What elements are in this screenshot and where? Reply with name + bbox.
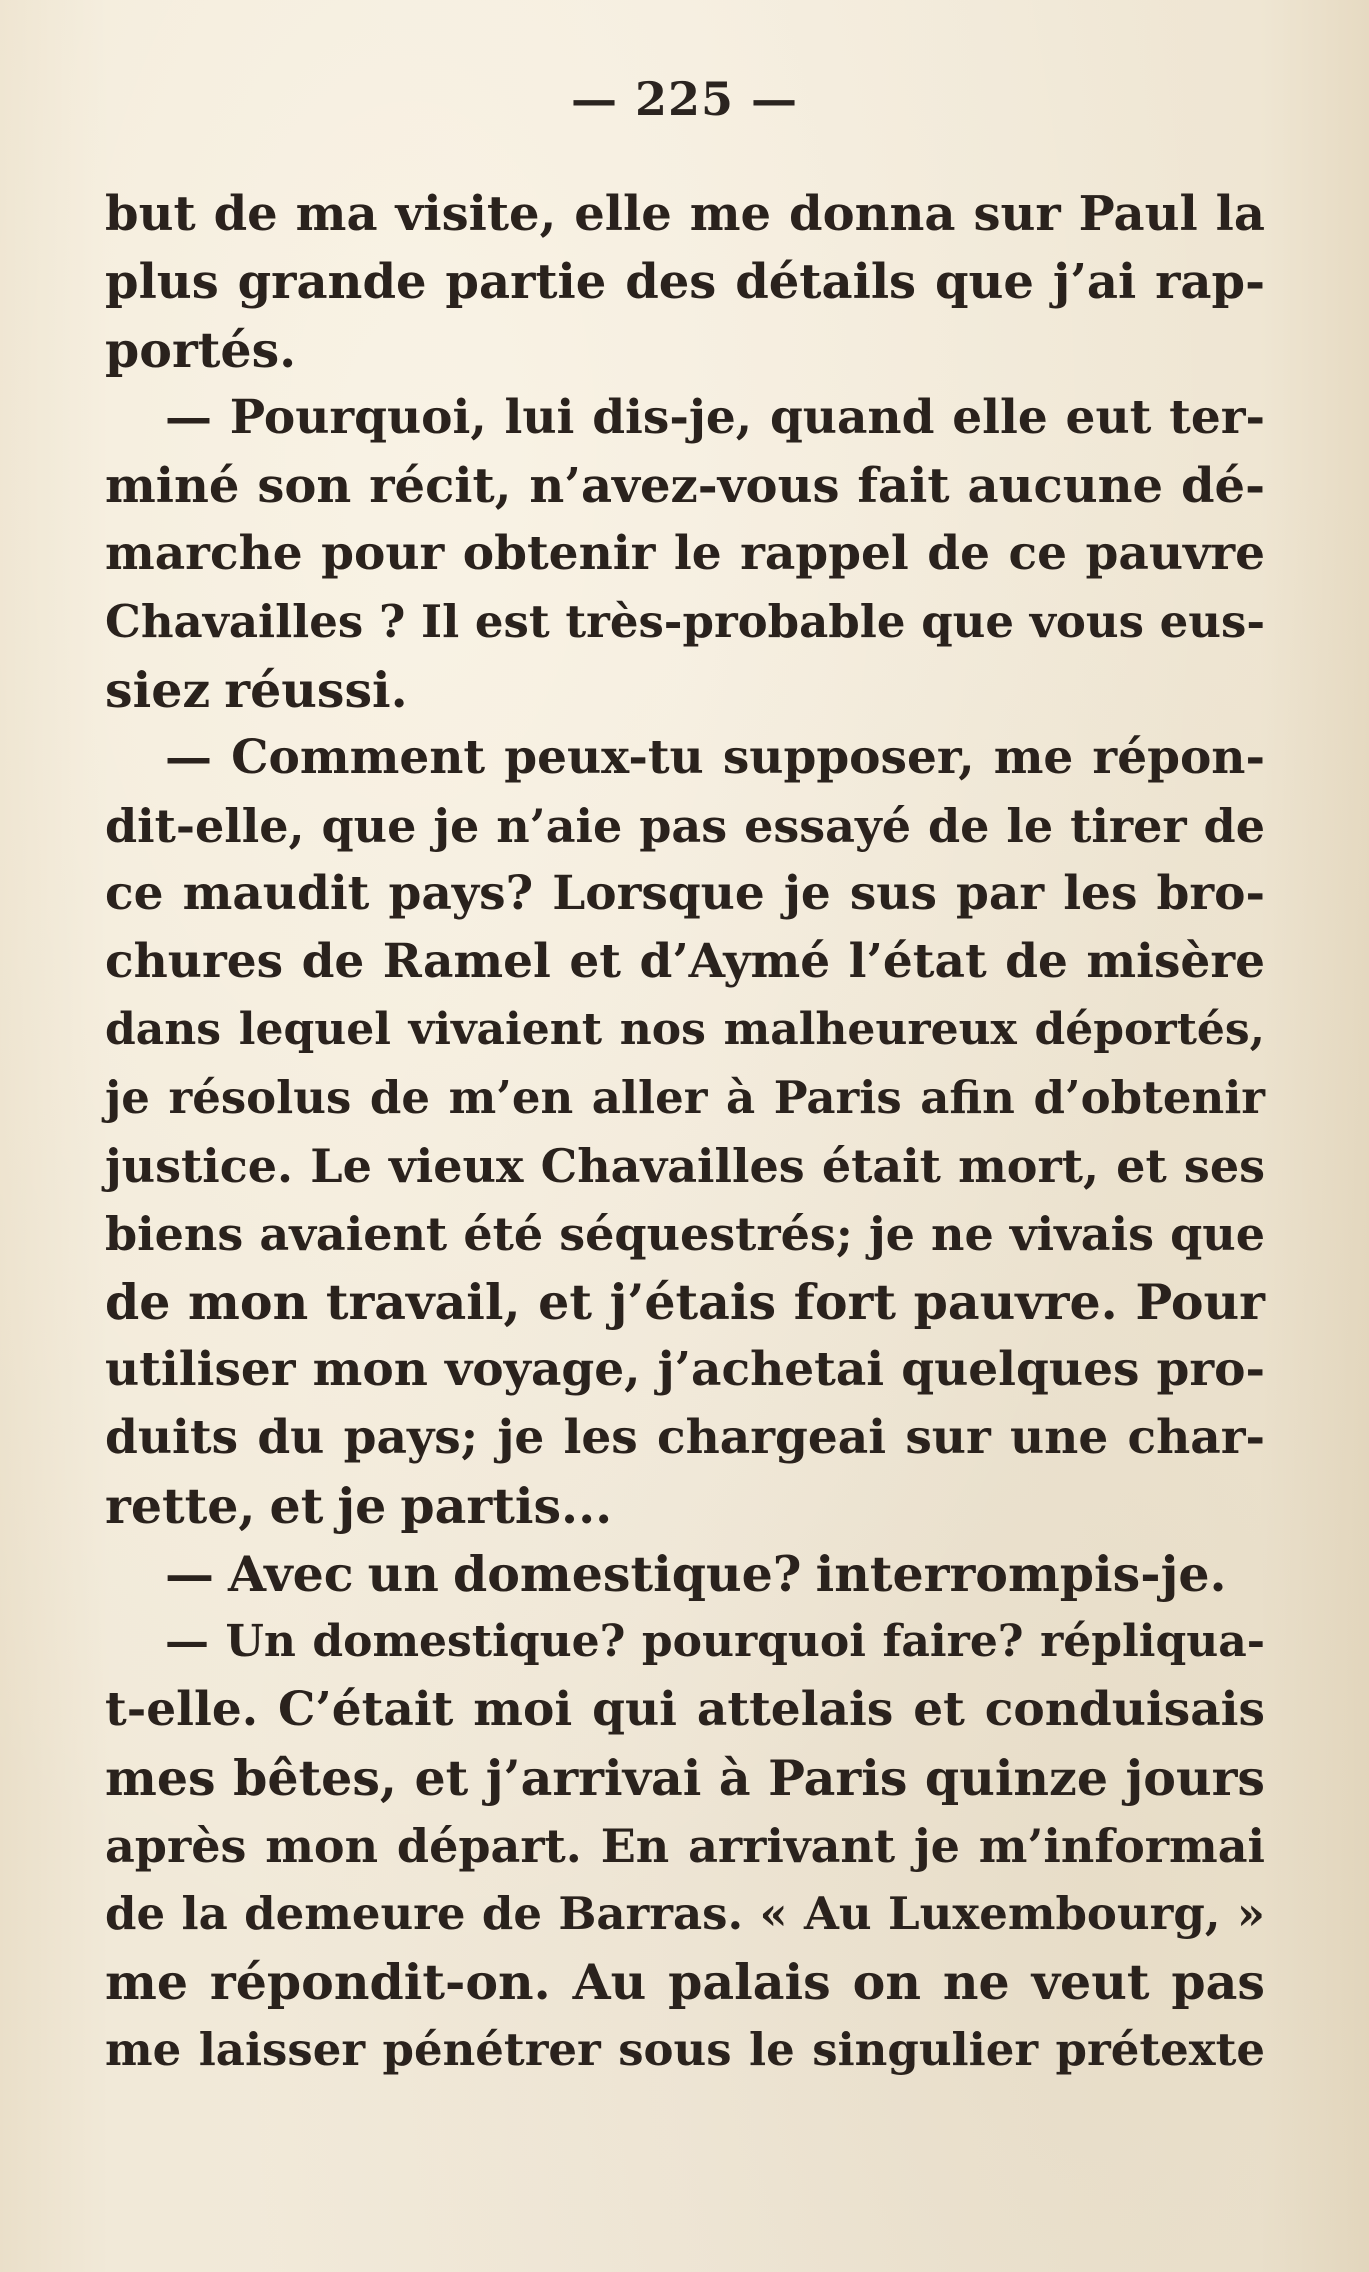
text-line: dans lequel vivaient nos malheureux déportés, <box>105 1004 1265 1055</box>
text-line: portés. <box>105 321 297 379</box>
text-line: marche pour obtenir le rappel de ce pauvre <box>105 526 1265 581</box>
text-line: de mon travail, et j’étais fort pauvre. Pour <box>105 1273 1265 1331</box>
text-line: je résolus de m’en aller à Paris afin d’obtenir <box>105 1071 1265 1124</box>
text-line: me répondit-on. Au palais on ne veut pas <box>105 1953 1265 2011</box>
text-line: miné son récit, n’avez-vous fait aucune dé- <box>105 458 1265 514</box>
text-line: — Comment peux-tu supposer, me répon- <box>165 730 1265 785</box>
page-number: — 225 — <box>570 72 799 126</box>
text-line: après mon départ. En arrivant je m’informai <box>105 1819 1265 1873</box>
text-line: utiliser mon voyage, j’achetai quelques pro- <box>105 1342 1265 1397</box>
text-line: justice. Le vieux Chavailles était mort, et ses <box>105 1139 1265 1193</box>
text-line: rette, et je partis... <box>105 1477 613 1535</box>
text-line: but de ma visite, elle me donna sur Paul la <box>105 186 1265 242</box>
text-line: de la demeure de Barras. « Au Luxembourg, » <box>105 1887 1265 1940</box>
body-text <box>105 180 1265 2084</box>
text-line: me laisser pénétrer sous le singulier prétexte <box>105 2023 1265 2076</box>
text-line: — Avec un domestique? interrompis-je. <box>165 1545 1227 1603</box>
text-line: plus grande partie des détails que j’ai rap- <box>105 254 1265 310</box>
text-line: mes bêtes, et j’arrivai à Paris quinze jours <box>105 1749 1265 1807</box>
text-line: dit-elle, que je n’aie pas essayé de le tirer de <box>105 799 1265 853</box>
text-line: duits du pays; je les chargeai sur une char- <box>105 1410 1265 1465</box>
text-line: Chavailles ? Il est très-probable que vous eus- <box>105 595 1265 648</box>
text-line: siez réussi. <box>105 661 408 719</box>
text-line: t-elle. C’était moi qui attelais et conduisais <box>105 1682 1265 1737</box>
text-line: biens avaient été séquestrés; je ne vivais que <box>105 1207 1265 1261</box>
text-line: — Pourquoi, lui dis-je, quand elle eut ter- <box>165 390 1265 445</box>
text-line: — Un domestique? pourquoi faire? répliqua- <box>165 1616 1265 1667</box>
text-line: chures de Ramel et d’Aymé l’état de misère <box>105 934 1265 989</box>
text-line: ce maudit pays? Lorsque je sus par les bro- <box>105 866 1265 921</box>
